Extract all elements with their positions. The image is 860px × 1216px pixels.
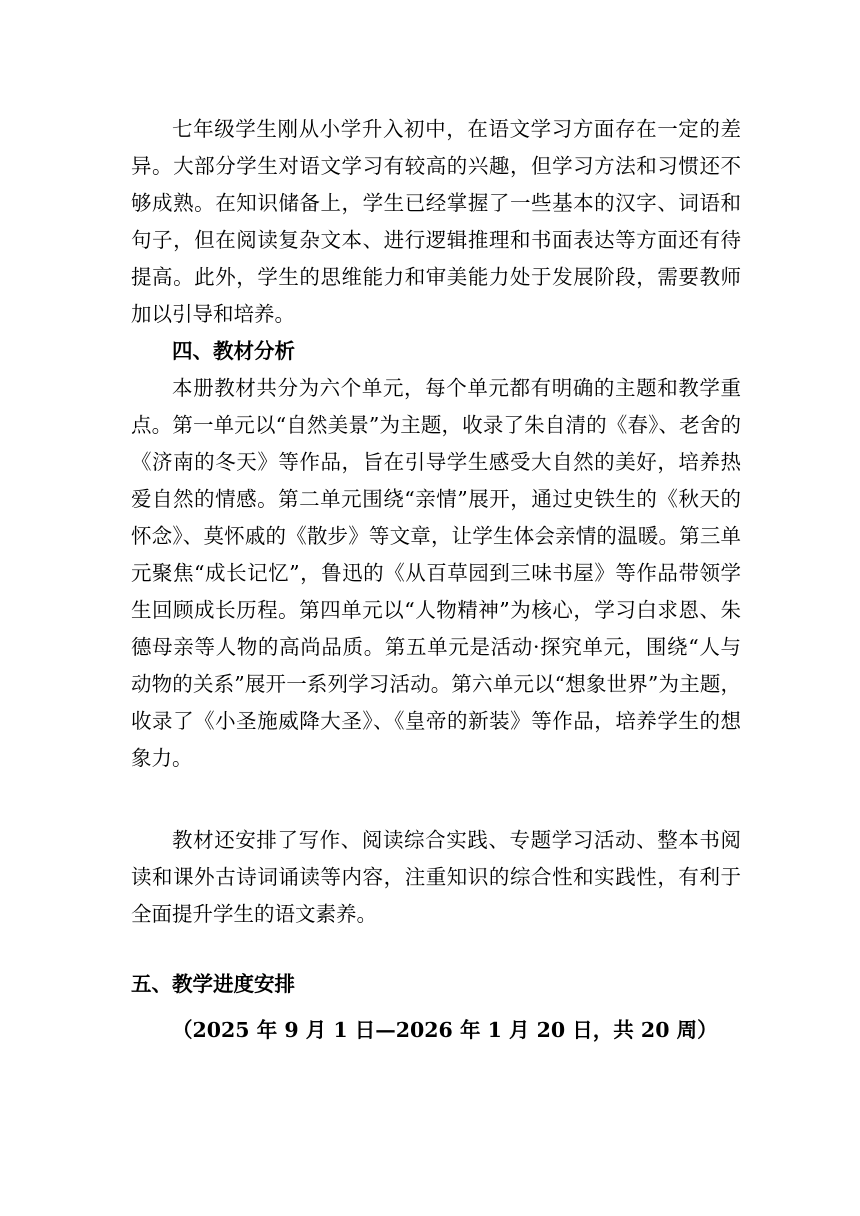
section-heading-teaching-schedule: 五、教学进度安排	[131, 972, 295, 996]
schedule-date-range: （2025 年 9 月 1 日—2026 年 1 月 20 日，共 20 周）	[172, 1018, 718, 1042]
student-analysis-paragraph: 七年级学生刚从小学升入初中，在语文学习方面存在一定的差异。大部分学生对语文学习有较高的兴趣，但学习方法和习惯还不够成熟。在知识储备上，学生已经掌握了一些基本的汉字、词语和句子，但在阅读复杂文本、进行逻辑推理和书面表达等方面还有待提高。此外，学生的思维能力和审美能力处于发展阶段，需要教师加以引导和培养。	[131, 117, 741, 326]
section-heading-textbook-analysis: 四、教材分析	[172, 339, 295, 363]
textbook-units-paragraph: 本册教材共分为六个单元，每个单元都有明确的主题和教学重点。第一单元以“自然美景”为主题，收录了朱自清的《春》、老舍的《济南的冬天》等作品，旨在引导学生感受大自然的美好，培养热爱自然的情感。第二单元围绕“亲情”展开，通过史铁生的《秋天的怀念》、莫怀戚的《散步》等文章，让学生体会亲情的温暖。第三单元聚焦“成长记忆”，鲁迅的《从百草园到三味书屋》等作品带领学生回顾成长历程。第四单元以“人物精神”为核心，学习白求恩、朱德母亲等人物的高尚品质。第五单元是活动·探究单元，围绕“人与动物的关系”展开一系列学习活动。第六单元以“想象世界”为主题，收录了《小圣施威降大圣》、《皇帝的新装》等作品，培养学生的想象力。	[131, 376, 741, 770]
textbook-extras-paragraph: 教材还安排了写作、阅读综合实践、专题学习活动、整本书阅读和课外古诗词诵读等内容，注重知识的综合性和实践性，有利于全面提升学生的语文素养。	[131, 828, 741, 926]
